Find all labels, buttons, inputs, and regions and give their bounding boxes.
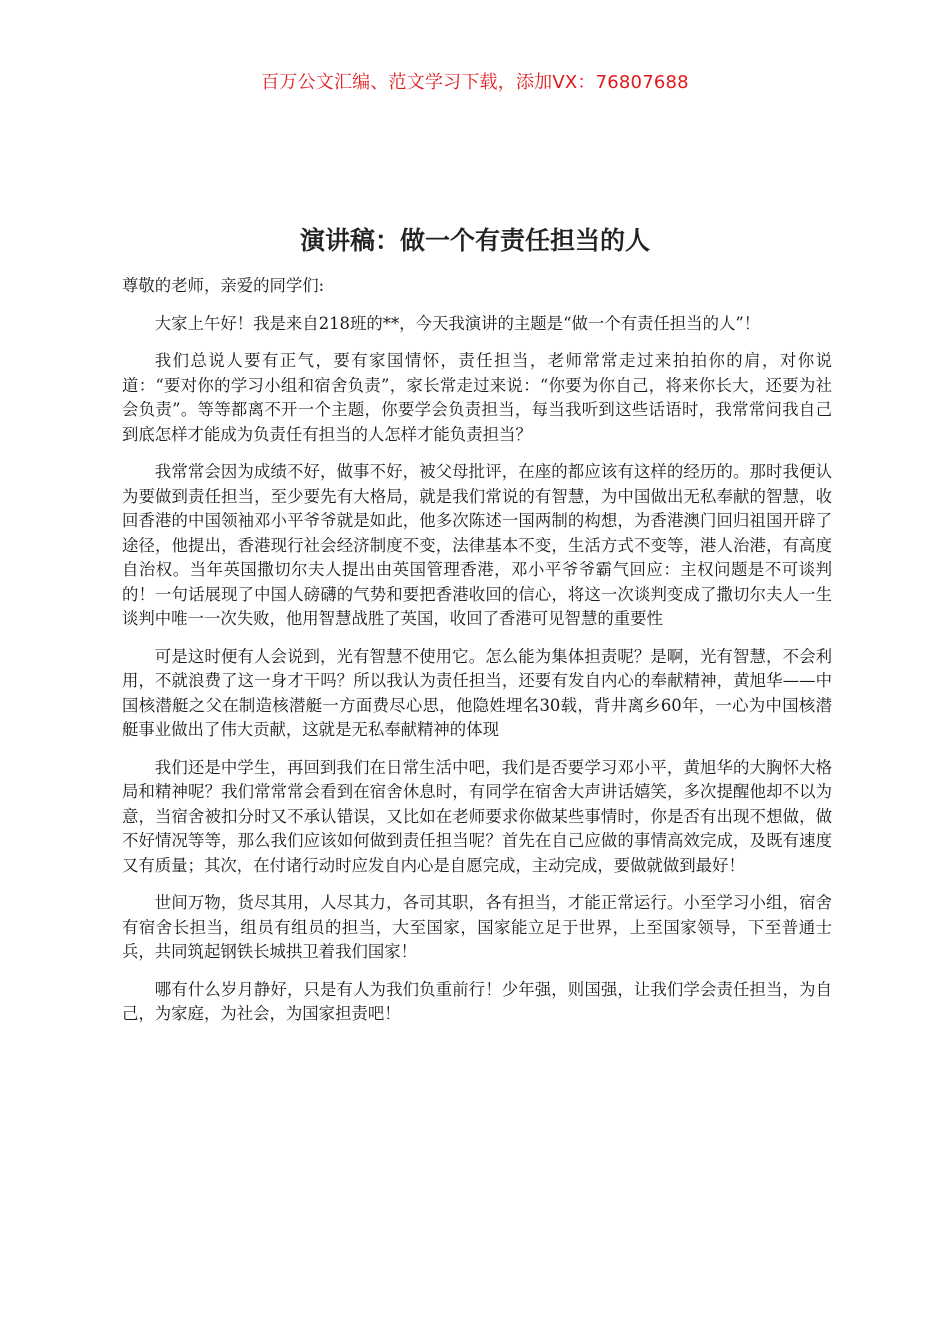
salutation: 尊敬的老师，亲爱的同学们: — [122, 276, 325, 295]
document-title: 演讲稿：做一个有责任担当的人 — [299, 226, 650, 255]
paragraph: 大家上午好！我是来自218班的**，今天我演讲的主题是“做一个有责任担当的人”！ — [154, 313, 761, 333]
paragraph: 我们还是中学生，再回到我们在日常生活中吧，我们是否要学习邓小平，黄旭华的大胸怀大格局和精神呢？我们常常常会看到在宿舍休息时，有同学在宿舍大声讲话嬉笑，多次提醒他却不以为意，当宿舍被扣分时又不承认错误，又比如在老师要求你做某些事情时，你是否有出现不想做，做不好情况等等，那么我们应该如何做到责任担当呢？首先在自己应做的事情高效完成，及既有速度又有质量；其次，在付诸行动时应发自内心是自愿完成，主动完成，要做就做到最好！ — [122, 757, 832, 875]
document-body — [122, 274, 832, 1040]
paragraph: 可是这时便有人会说到，光有智慧不使用它。怎么能为集体担责呢？是啊，光有智慧，不会利用，不就浪费了这一身才干吗？所以我认为责任担当，还要有发自内心的奉献精神，黄旭华——中国核潜艇之父在制造核潜艇一方面费尽心思，他隐姓埋名30载，背井离乡60年，一心为中国核潜艇事业做出了伟大贡献，这就是无私奉献精神的体现 — [122, 646, 832, 739]
paragraph: 我常常会因为成绩不好，做事不好，被父母批评，在座的都应该有这样的经历的。那时我便认为要做到责任担当，至少要先有大格局，就是我们常说的有智慧，为中国做出无私奉献的智慧，收回香港的中国领袖邓小平爷爷就是如此，他多次陈述一国两制的构想，为香港澳门回归祖国开辟了途径，他提出，香港现行社会经济制度不变，法律基本不变，生活方式不变等，港人治港，有高度自治权。当年英国撒切尔夫人提出由英国管理香港，邓小平爷爷霸气回应：主权问题是不可谈判的！一句话展现了中国人磅礴的气势和要把香港收回的信心，将这一次谈判变成了撒切尔夫人一生谈判中唯一一次失败，他用智慧战胜了英国，收回了香港可见智慧的重要性 — [122, 462, 832, 628]
paragraph: 世间万物，货尽其用，人尽其力，各司其职，各有担当，才能正常运行。小至学习小组，宿舍有宿舍长担当，组员有组员的担当，大至国家，国家能立足于世界，上至国家领导，下至普通士兵，共同筑起钢铁长城拱卫着我们国家！ — [122, 893, 832, 961]
paragraph: 哪有什么岁月静好，只是有人为我们负重前行！少年强，则国强，让我们学会责任担当，为自己，为家庭，为社会，为国家担责吧！ — [122, 979, 832, 1023]
header-banner: 百万公文汇编、范文学习下载，添加VX：76807688 — [261, 72, 689, 93]
paragraph: 我们总说人要有正气，要有家国情怀，责任担当，老师常常走过来拍拍你的肩，对你说道：“要对你的学习小组和宿舍负责”，家长常走过来说：“你要为你自己，将来你长大，还要为社会负责”。等等都离不开一个主题，你要学会负责担当，每当我听到这些话语时，我常常问我自己到底怎样才能成为负责任有担当的人怎样才能负责担当？ — [122, 351, 832, 444]
